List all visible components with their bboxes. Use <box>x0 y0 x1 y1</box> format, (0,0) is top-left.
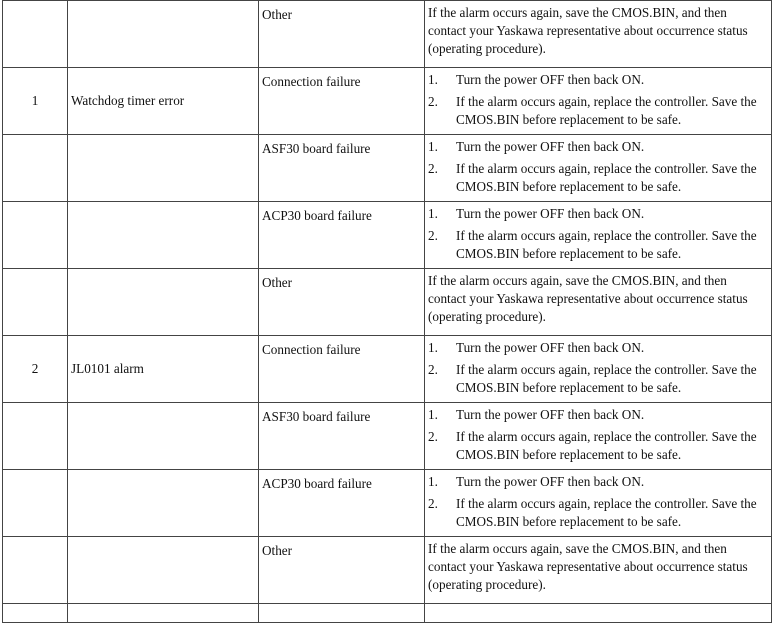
alarm-name-cell <box>68 470 259 537</box>
step-text: If the alarm occurs again, replace the controller. Save the CMOS.BIN before replacement to be safe. <box>456 94 757 127</box>
alarm-name-cell <box>68 403 259 470</box>
remedy-steps <box>428 473 767 531</box>
alarm-number-cell <box>3 135 68 202</box>
remedy-step <box>428 473 767 491</box>
alarm-name-cell <box>68 604 259 623</box>
remedy-cell <box>425 269 772 336</box>
cause-cell: Other <box>259 537 425 604</box>
table-row <box>3 202 772 269</box>
remedy-cell <box>425 470 772 537</box>
step-number: 2. <box>428 228 438 243</box>
remedy-cell <box>425 403 772 470</box>
alarm-number-cell <box>3 202 68 269</box>
remedy-text: If the alarm occurs again, save the CMOS.BIN, and then contact your Yaskawa representative about occurrence status (operating procedure). <box>428 273 748 324</box>
remedy-steps <box>428 71 767 129</box>
cause-cell: ASF30 board failure <box>259 135 425 202</box>
alarm-number-cell <box>3 1 68 68</box>
alarm-name-cell <box>68 269 259 336</box>
alarm-number-cell <box>3 604 68 623</box>
step-number: 1. <box>428 340 438 355</box>
cause-cell: ACP30 board failure <box>259 470 425 537</box>
remedy-steps <box>428 138 767 196</box>
remedy-step <box>428 93 767 129</box>
remedy-step <box>428 428 767 464</box>
alarm-number-cell <box>3 470 68 537</box>
remedy-cell <box>425 537 772 604</box>
remedy-step <box>428 406 767 424</box>
alarm-number-cell: 1 <box>3 68 68 135</box>
step-number: 1. <box>428 407 438 422</box>
step-text: Turn the power OFF then back ON. <box>456 206 645 221</box>
step-number: 1. <box>428 139 438 154</box>
table-row-partial <box>3 604 772 623</box>
table-row <box>3 269 772 336</box>
table-row <box>3 470 772 537</box>
remedy-step <box>428 138 767 156</box>
remedy-step <box>428 160 767 196</box>
alarm-number-cell <box>3 269 68 336</box>
remedy-steps <box>428 205 767 263</box>
step-number: 1. <box>428 206 438 221</box>
alarm-number-cell: 2 <box>3 336 68 403</box>
remedy-step <box>428 495 767 531</box>
remedy-step <box>428 339 767 357</box>
step-text: If the alarm occurs again, replace the controller. Save the CMOS.BIN before replacement to be safe. <box>456 161 757 194</box>
cause-cell <box>259 604 425 623</box>
alarm-name-cell <box>68 1 259 68</box>
step-number: 2. <box>428 161 438 176</box>
table-row <box>3 135 772 202</box>
remedy-cell <box>425 135 772 202</box>
step-text: If the alarm occurs again, replace the controller. Save the CMOS.BIN before replacement to be safe. <box>456 228 757 261</box>
step-text: If the alarm occurs again, replace the controller. Save the CMOS.BIN before replacement to be safe. <box>456 362 757 395</box>
alarm-remedy-table <box>2 0 772 623</box>
table-row <box>3 68 772 135</box>
alarm-name-cell <box>68 202 259 269</box>
alarm-number-cell <box>3 403 68 470</box>
alarm-name-cell: JL0101 alarm <box>68 336 259 403</box>
alarm-name-cell <box>68 135 259 202</box>
remedy-step <box>428 71 767 89</box>
step-number: 1. <box>428 474 438 489</box>
alarm-table-body <box>3 1 772 623</box>
step-text: Turn the power OFF then back ON. <box>456 340 645 355</box>
table-row <box>3 403 772 470</box>
remedy-step <box>428 361 767 397</box>
step-number: 2. <box>428 94 438 109</box>
table-row <box>3 1 772 68</box>
table-row <box>3 336 772 403</box>
remedy-cell <box>425 336 772 403</box>
cause-cell: ACP30 board failure <box>259 202 425 269</box>
remedy-cell <box>425 202 772 269</box>
alarm-name-cell: Watchdog timer error <box>68 68 259 135</box>
step-text: Turn the power OFF then back ON. <box>456 72 645 87</box>
step-text: If the alarm occurs again, replace the controller. Save the CMOS.BIN before replacement to be safe. <box>456 429 757 462</box>
remedy-cell <box>425 68 772 135</box>
step-text: Turn the power OFF then back ON. <box>456 139 645 154</box>
step-number: 2. <box>428 429 438 444</box>
step-text: Turn the power OFF then back ON. <box>456 474 645 489</box>
step-text: If the alarm occurs again, replace the controller. Save the CMOS.BIN before replacement to be safe. <box>456 496 757 529</box>
table-row <box>3 537 772 604</box>
alarm-name-cell <box>68 537 259 604</box>
cause-cell: Other <box>259 269 425 336</box>
remedy-steps <box>428 339 767 397</box>
remedy-text: If the alarm occurs again, save the CMOS.BIN, and then contact your Yaskawa representative about occurrence status (operating procedure). <box>428 541 748 592</box>
alarm-number-cell <box>3 537 68 604</box>
remedy-steps <box>428 406 767 464</box>
step-number: 2. <box>428 496 438 511</box>
remedy-text: If the alarm occurs again, save the CMOS.BIN, and then contact your Yaskawa representative about occurrence status (operating procedure). <box>428 5 748 56</box>
remedy-cell <box>425 604 772 623</box>
step-number: 2. <box>428 362 438 377</box>
remedy-cell <box>425 1 772 68</box>
step-text: Turn the power OFF then back ON. <box>456 407 645 422</box>
cause-cell: Connection failure <box>259 336 425 403</box>
cause-cell: Connection failure <box>259 68 425 135</box>
cause-cell: ASF30 board failure <box>259 403 425 470</box>
cause-cell: Other <box>259 1 425 68</box>
remedy-step <box>428 227 767 263</box>
remedy-step <box>428 205 767 223</box>
step-number: 1. <box>428 72 438 87</box>
